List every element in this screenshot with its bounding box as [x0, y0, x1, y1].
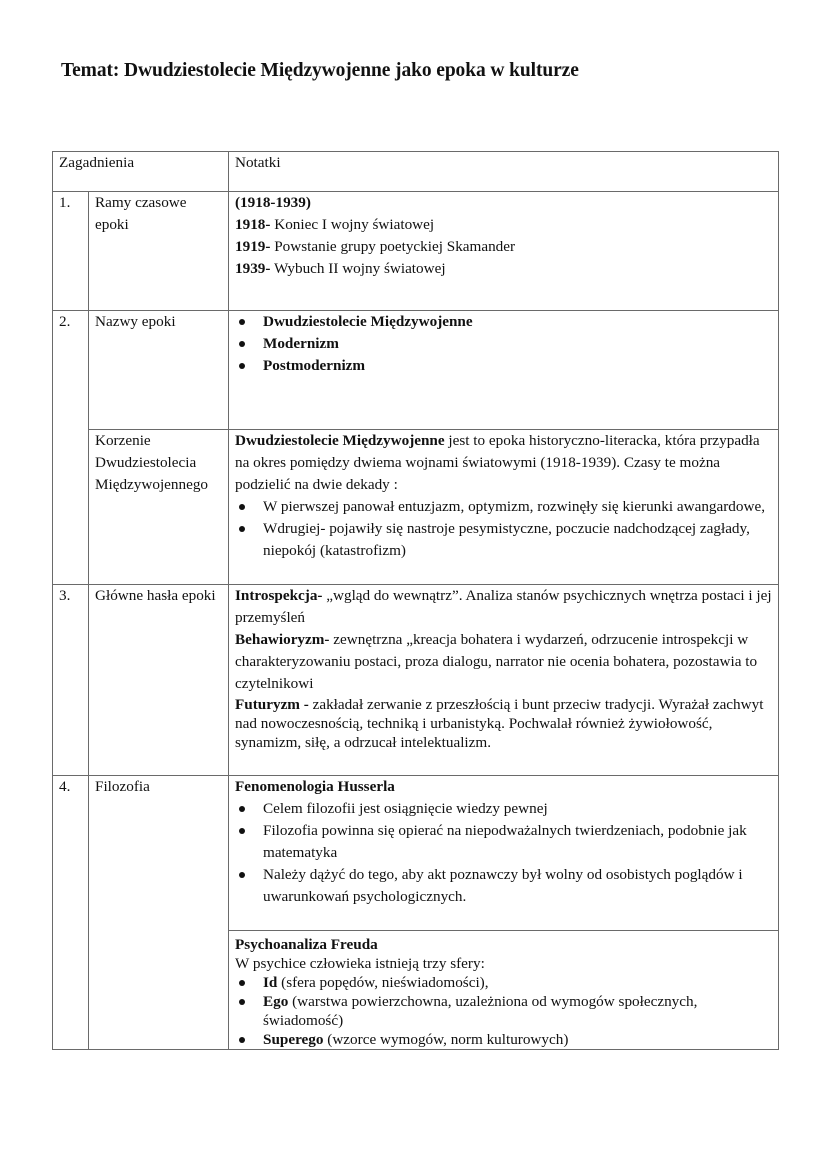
row-number: 1. [53, 192, 89, 311]
row-notes [229, 430, 779, 585]
bullet-list [235, 973, 772, 1049]
header-topics: Zagadnienia [53, 152, 229, 192]
header-notes: Notatki [229, 152, 779, 192]
row-notes [229, 192, 779, 311]
note-paragraph: W psychice człowieka istnieją trzy sfery: [235, 955, 485, 972]
table-row [53, 311, 779, 430]
row-notes [229, 311, 779, 430]
list-item: Id (sfera popędów, nieświadomości), [235, 973, 772, 992]
bullet-list [235, 496, 772, 562]
row-topic: Korzenie Dwudziestolecia Międzywojennego [89, 430, 229, 585]
table-row [53, 776, 779, 931]
list-item: Postmodernizm [235, 355, 772, 377]
note-line: 1918- Koniec I wojny światowej [235, 216, 435, 233]
row-notes [229, 585, 779, 776]
row-topic: Filozofia [89, 776, 229, 1050]
row-number: 2. [53, 311, 89, 585]
bullet-list [235, 798, 772, 908]
list-item: Należy dążyć do tego, aby akt poznawczy był wolny od osobistych poglądów i uwarunkowań psychologicznych. [235, 864, 772, 908]
row-notes [229, 776, 779, 931]
list-item: Superego (wzorce wymogów, norm kulturowych) [235, 1030, 772, 1049]
table-header-row [53, 152, 779, 192]
list-item: Wdrugiej- pojawiły się nastroje pesymistyczne, poczucie nadchodzącej zagłady, niepokój (katastrofizm) [235, 518, 772, 562]
note-line: 1919- Powstanie grupy poetyckiej Skamander [235, 238, 516, 255]
notes-table [52, 151, 779, 1050]
row-topic: Nazwy epoki [89, 311, 229, 430]
row-number: 4. [53, 776, 89, 1050]
row-topic: Ramy czasowe epoki [89, 192, 229, 311]
note-entry: Futuryzm - zakładał zerwanie z przeszłością i bunt przeciw tradycji. Wyrażał zachwyt nad nowoczesnością, techniką i urbanistyką. Pochwalał również żywiołowość, synamizm, siłę, a odrzucał intelektualizm. [235, 696, 764, 751]
list-item: Dwudziestolecie Międzywojenne [235, 311, 772, 333]
row-notes [229, 931, 779, 1050]
list-item: Celem filozofii jest osiągnięcie wiedzy pewnej [235, 798, 772, 820]
note-entry: Behawioryzm- zewnętrzna „kreacja bohatera i wydarzeń, odrzucenie introspekcji w charakteryzowaniu postaci, proza dialogu, narrator nie ocenia bohatera, pozostawia to czytelnikowi [235, 631, 758, 692]
list-item: Ego (warstwa powierzchowna, uzależniona od wymogów społecznych, świadomość) [235, 992, 772, 1030]
list-item: W pierwszej panował entuzjazm, optymizm, rozwinęły się kierunki awangardowe, [235, 496, 772, 518]
note-paragraph: Dwudziestolecie Międzywojenne jest to epoka historyczno-literacka, która przypadła na okres pomiędzy dwiema wojnami światowymi (1918-1939). Czasy te można podzielić na dwie dekady : [235, 432, 760, 493]
list-item: Modernizm [235, 333, 772, 355]
table-row [53, 430, 779, 585]
note-line: (1918-1939) [235, 194, 311, 211]
bullet-list [235, 311, 772, 377]
note-heading: Psychoanaliza Freuda [235, 936, 378, 953]
note-heading: Fenomenologia Husserla [235, 778, 395, 795]
row-topic: Główne hasła epoki [89, 585, 229, 776]
note-line: 1939- Wybuch II wojny światowej [235, 260, 446, 277]
row-number: 3. [53, 585, 89, 776]
page-title: Temat: Dwudziestolecie Międzywojenne jako epoka w kulturze [61, 60, 579, 81]
list-item: Filozofia powinna się opierać na niepodważalnych twierdzeniach, podobnie jak matematyka [235, 820, 772, 864]
table-row [53, 585, 779, 776]
note-entry: Introspekcja- „wgląd do wewnątrz”. Analiza stanów psychicznych wnętrza postaci i jej przemyśleń [235, 587, 772, 626]
table-row [53, 192, 779, 311]
